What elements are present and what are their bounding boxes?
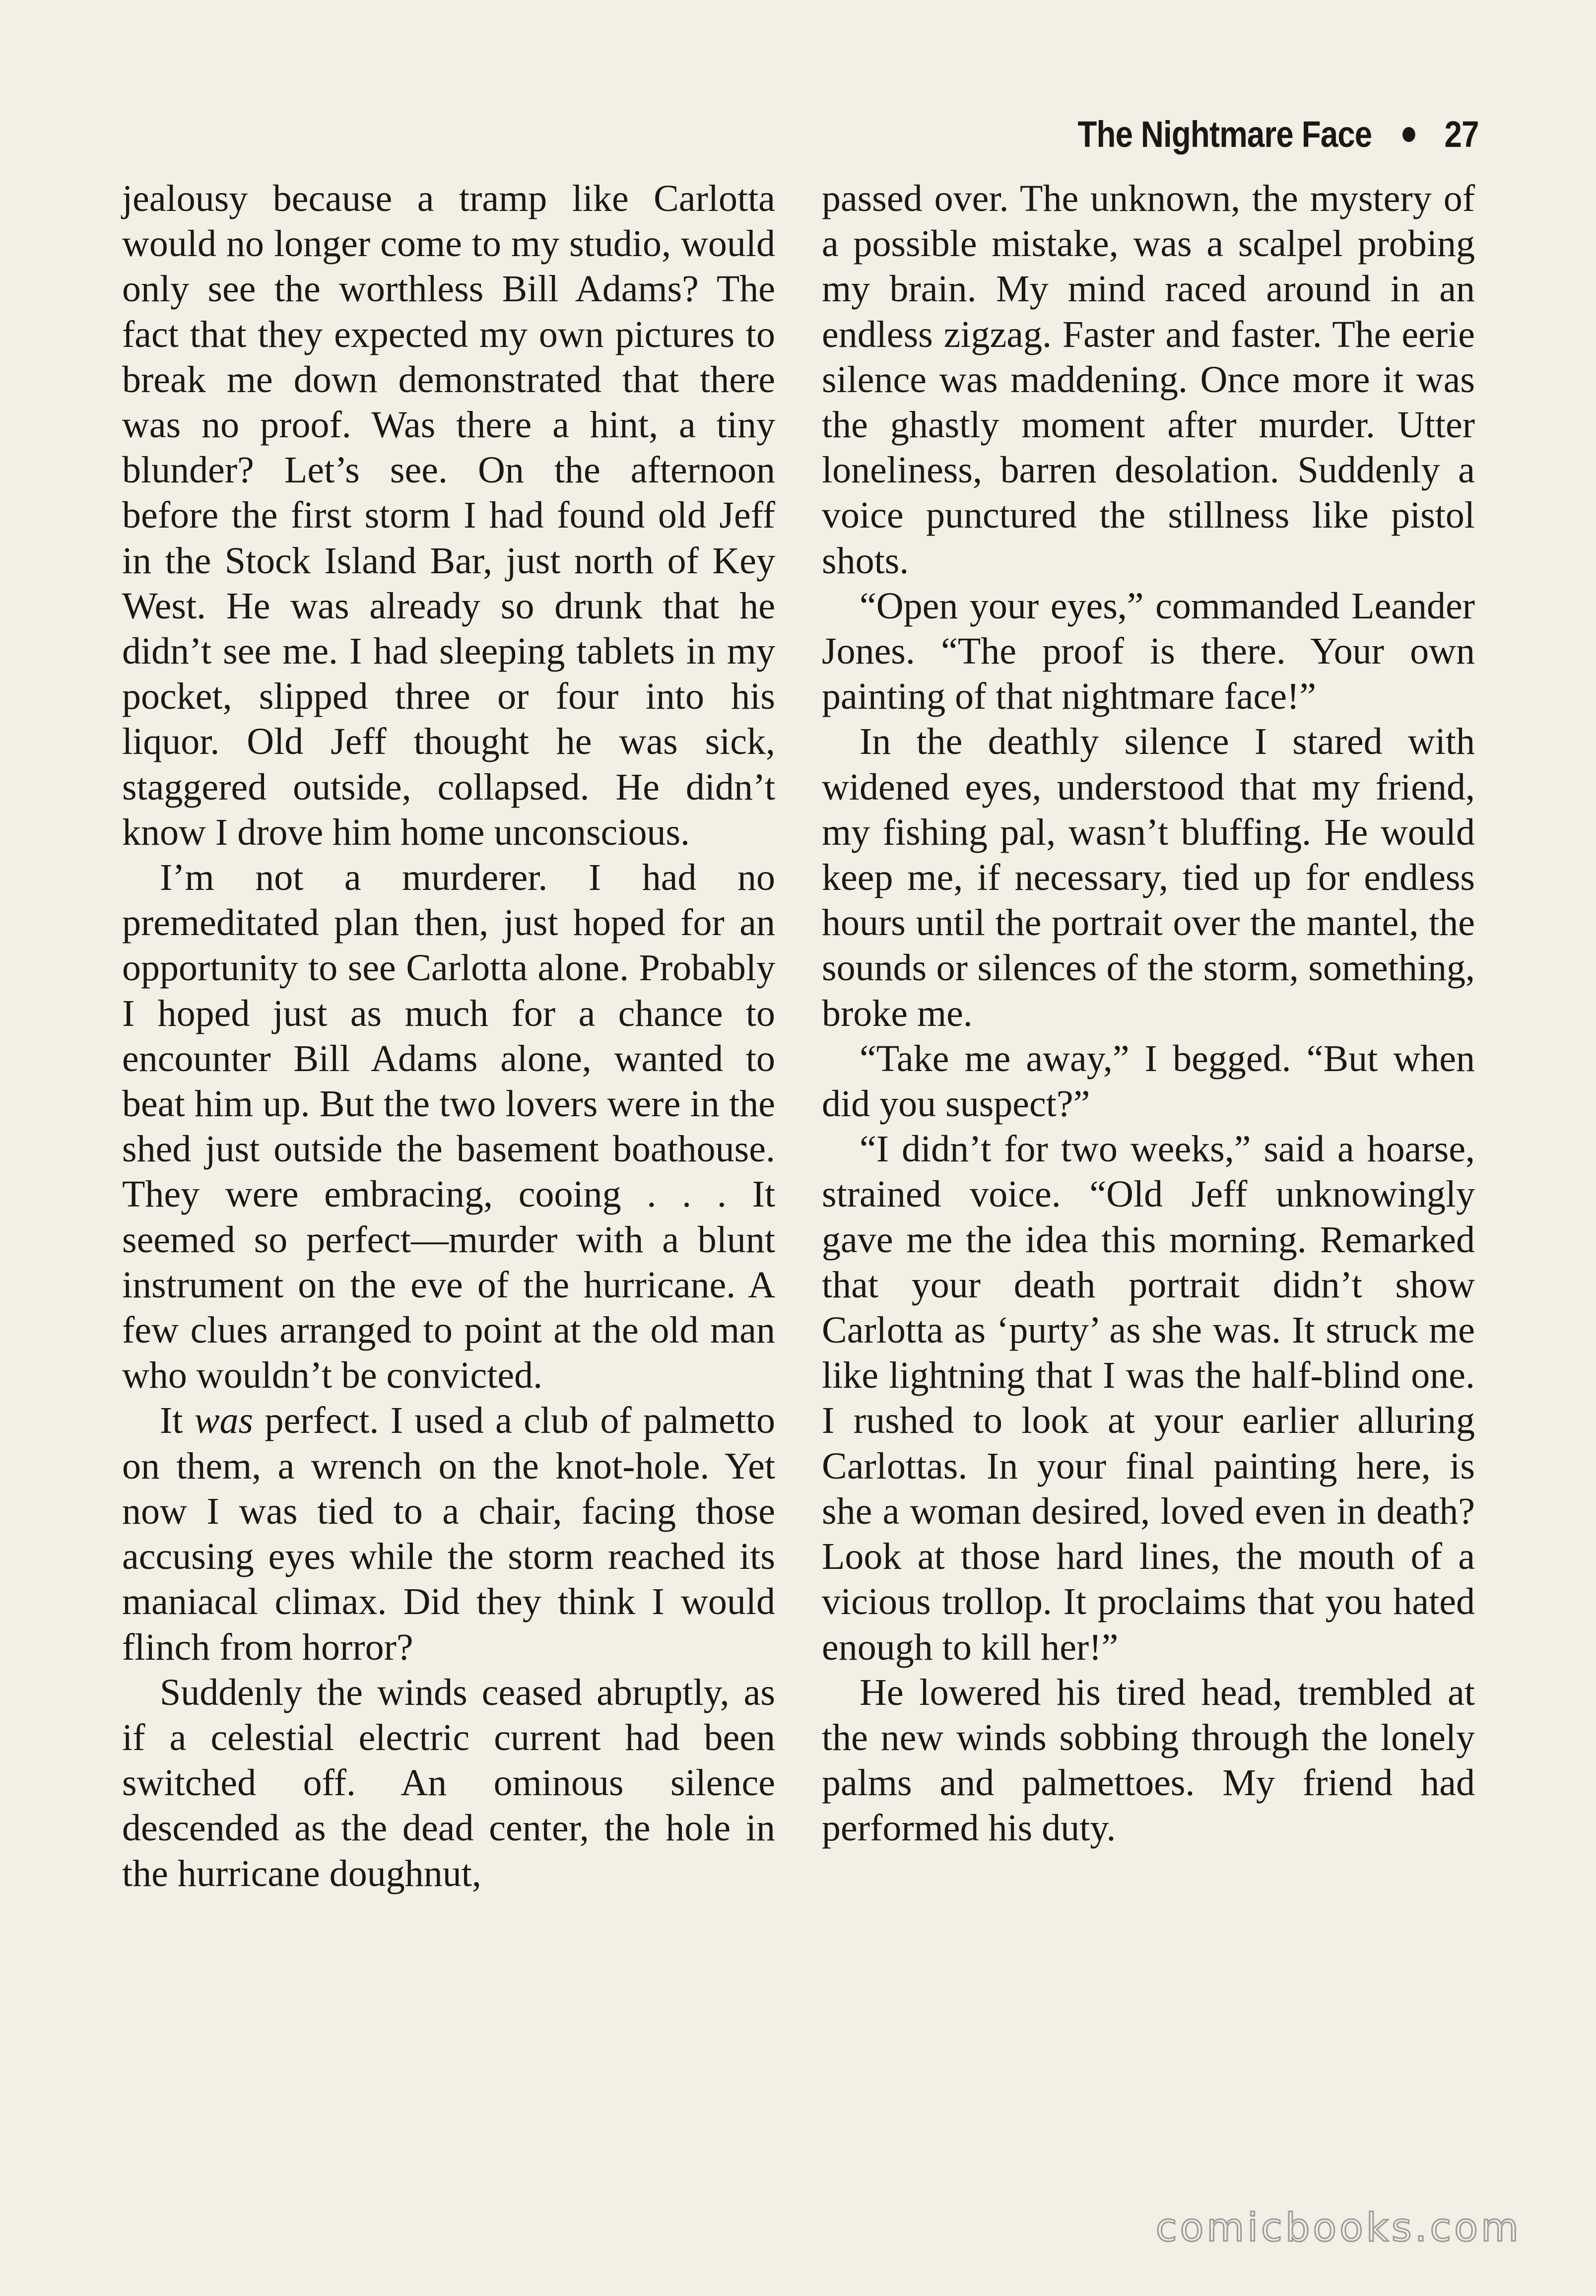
paragraph: “Open your eyes,” commanded Leander Jones. “The proof is there. Your own painting of that nightmare face!” xyxy=(822,585,1475,718)
watermark: comicbooks.com xyxy=(1155,2206,1522,2250)
emphasis-text: was xyxy=(194,1400,254,1442)
paragraph: “Take me away,” I begged. “But when did you suspect?” xyxy=(822,1037,1475,1125)
paragraph: jealousy because a tramp like Carlotta would no longer come to my studio, would only see the worthless Bill Adams? The fact that they expected my own pictures to break me down demonstrated that there was no proof. Was there a hint, a tiny blunder? Let’s see. On the afternoon before the first storm I had found old Jeff in the Stock Island Bar, just north of Key West. He was already so drunk that he didn’t see me. I had sleeping tablets in my pocket, slipped three or four into his liquor. Old Jeff thought he was sick, staggered outside, collapsed. He didn’t know I drove him home unconscious. xyxy=(122,178,775,853)
paragraph: “I didn’t for two weeks,” said a hoarse, strained voice. “Old Jeff unknowingly gave me the idea this morning. Remarked that your death portrait didn’t show Carlotta as ‘purty’ as she was. It struck me like lightning that I was the half-blind one. I rushed to look at your earlier alluring Carlottas. In your final painting here, is she a woman desired, loved even in death? Look at those hard lines, the mouth of a vicious trollop. It proclaims that you hated enough to kill her!” xyxy=(822,1128,1475,1668)
left-column xyxy=(122,176,775,1896)
text-run: perfect. I used a club of palmetto on them, a wrench on the knot-hole. Yet now I was tied to a chair, facing those accusing eyes while the storm reached its maniacal climax. Did they think I would flinch from horror? xyxy=(122,1400,775,1668)
right-column xyxy=(822,176,1475,1851)
page-number: 27 xyxy=(1444,114,1479,155)
text-run: It xyxy=(160,1400,195,1442)
paragraph: He lowered his tired head, trembled at the new winds sobbing through the lonely palms and palmettoes. My friend had performed his duty. xyxy=(822,1671,1475,1849)
paragraph xyxy=(122,1398,775,1670)
paragraph: passed over. The unknown, the mystery of a possible mistake, was a scalpel probing my brain. My mind raced around in an endless zigzag. Faster and faster. The eerie silence was maddening. Once more it was the ghastly moment after murder. Utter loneliness, barren desolation. Suddenly a voice punctured the stillness like pistol shots. xyxy=(822,178,1475,582)
running-title: The Nightmare Face xyxy=(1077,114,1372,155)
bullet-separator xyxy=(1403,127,1416,142)
paragraph: Suddenly the winds ceased abruptly, as if a celestial electric current had been switched off. An ominous silence descended as the dead center, the hole in the hurricane doughnut, xyxy=(122,1671,775,1894)
paragraph: I’m not a murderer. I had no premeditated plan then, just hoped for an opportunity to see Carlotta alone. Probably I hoped just as much for a chance to encounter Bill Adams alone, wanted to beat him up. But the two lovers were in the shed just outside the basement boathouse. They were embracing, cooing . . . It seemed so perfect—murder with a blunt instrument on the eve of the hurricane. A few clues arranged to point at the old man who wouldn’t be convicted. xyxy=(122,857,775,1397)
running-head xyxy=(1078,113,1479,155)
paragraph: In the deathly silence I stared with widened eyes, understood that my friend, my fishing pal, wasn’t bluffing. He would keep me, if necessary, tied up for endless hours until the portrait over the mantel, the sounds or silences of the storm, something, broke me. xyxy=(822,721,1475,1034)
